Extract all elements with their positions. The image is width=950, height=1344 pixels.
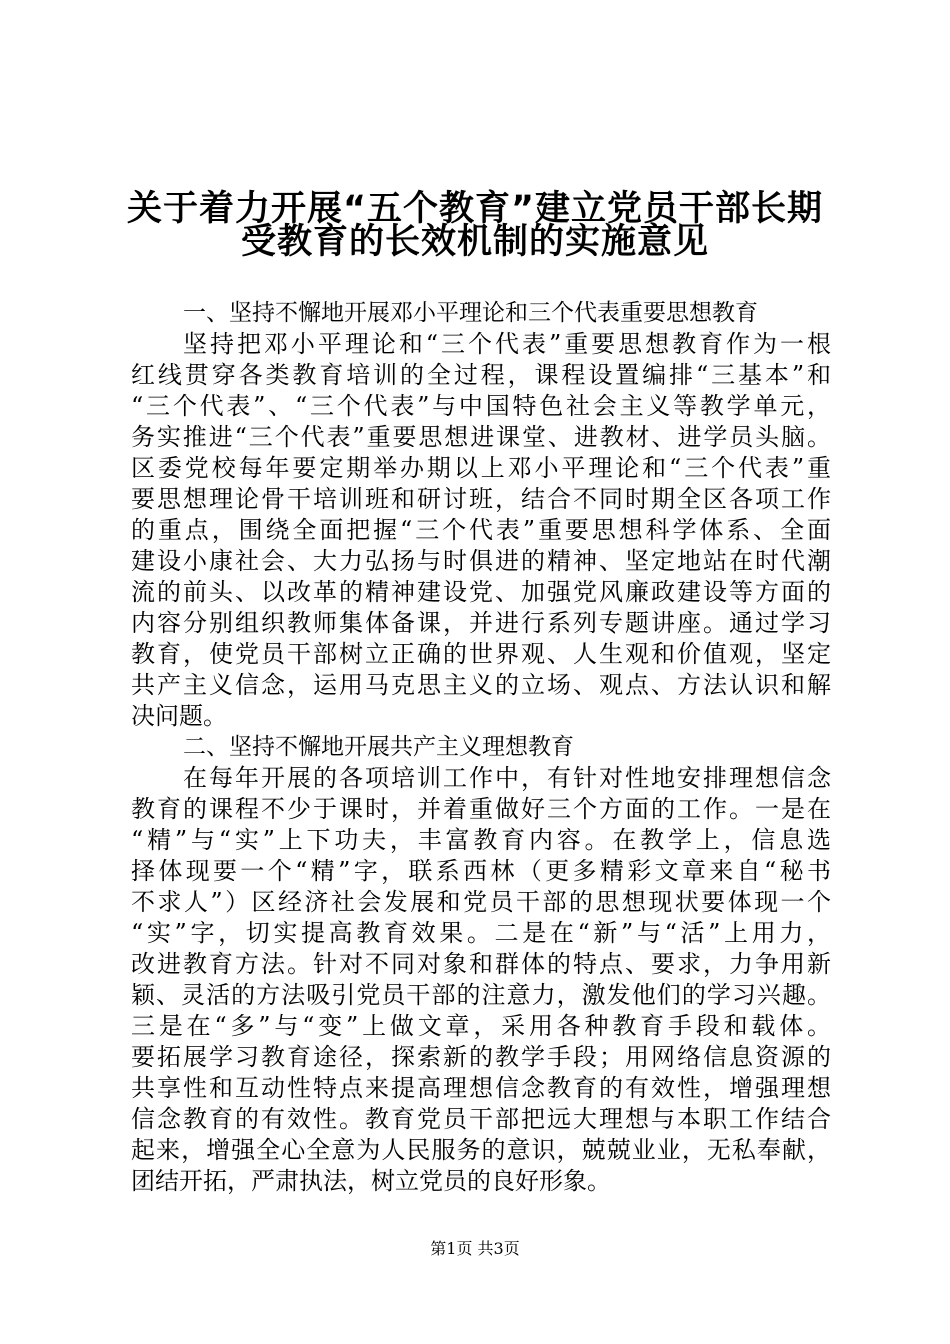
section-1-line: 流的前头、以改革的精神建设党、加强党风廉政建设等方面的 [131, 578, 831, 606]
section-1-line: 决问题。 [131, 702, 227, 730]
section-2-line: 择体现要一个“精”字，联系西林（更多精彩文章来自“秘书 [131, 857, 831, 885]
document-title-line-1: 关于着力开展“五个教育”建立党员干部长期 [126, 189, 823, 229]
section-1-heading: 一、坚持不懈地开展邓小平理论和三个代表重要思想教育 [183, 300, 758, 326]
section-2-line: 共享性和互动性特点来提高理想信念教育的有效性，增强理想 [131, 1074, 831, 1102]
section-2-heading: 二、坚持不懈地开展共产主义理想教育 [183, 734, 574, 760]
section-1-line: 共产主义信念，运用马克思主义的立场、观点、方法认识和解 [131, 671, 831, 699]
section-2-line: 信念教育的有效性。教育党员干部把远大理想与本职工作结合 [131, 1105, 831, 1133]
section-1-line: 红线贯穿各类教育培训的全过程，课程设置编排“三基本”和 [131, 361, 831, 389]
section-2-line: 颖、灵活的方法吸引党员干部的注意力，激发他们的学习兴趣。 [131, 981, 831, 1009]
section-2-line: “实”字，切实提高教育效果。二是在“新”与“活”上用力， [131, 919, 831, 947]
section-2-line: 要拓展学习教育途径，探索新的教学手段；用网络信息资源的 [131, 1043, 831, 1071]
section-2-line: 在每年开展的各项培训工作中，有针对性地安排理想信念 [183, 764, 831, 792]
section-1-line: 教育，使党员干部树立正确的世界观、人生观和价值观，坚定 [131, 640, 831, 668]
section-1-line: 建设小康社会、大力弘扬与时俱进的精神、坚定地站在时代潮 [131, 547, 831, 575]
document-title-line-2: 受教育的长效机制的实施意见 [240, 222, 709, 262]
section-1-line: 务实推进“三个代表”重要思想进课堂、进教材、进学员头脑。 [131, 423, 831, 451]
section-1-line: 区委党校每年要定期举办期以上邓小平理论和“三个代表”重 [131, 454, 831, 482]
section-2-line: 不求人”）区经济社会发展和党员干部的思想现状要体现一个 [131, 888, 831, 916]
section-1-line: “三个代表”、“三个代表”与中国特色社会主义等教学单元， [131, 392, 831, 420]
section-2-line: “精”与“实”上下功夫，丰富教育内容。在教学上，信息选 [131, 826, 831, 854]
section-2-line: 教育的课程不少于课时，并着重做好三个方面的工作。一是在 [131, 795, 831, 823]
section-1-line: 坚持把邓小平理论和“三个代表”重要思想教育作为一根 [183, 330, 831, 358]
section-1-line: 要思想理论骨干培训班和研讨班，结合不同时期全区各项工作 [131, 485, 831, 513]
document-body [131, 298, 831, 1197]
section-1-line: 的重点，围绕全面把握“三个代表”重要思想科学体系、全面 [131, 516, 831, 544]
section-2-line: 改进教育方法。针对不同对象和群体的特点、要求，力争用新 [131, 950, 831, 978]
page-number-footer: 第1页 共3页 [430, 1239, 520, 1258]
section-2-line: 团结开拓，严肃执法，树立党员的良好形象。 [131, 1167, 611, 1195]
section-2-line: 三是在“多”与“变”上做文章，采用各种教育手段和载体。 [131, 1012, 831, 1040]
section-2-line: 起来，增强全心全意为人民服务的意识，兢兢业业，无私奉献， [131, 1136, 831, 1164]
section-1-line: 内容分别组织教师集体备课，并进行系列专题讲座。通过学习 [131, 609, 831, 637]
